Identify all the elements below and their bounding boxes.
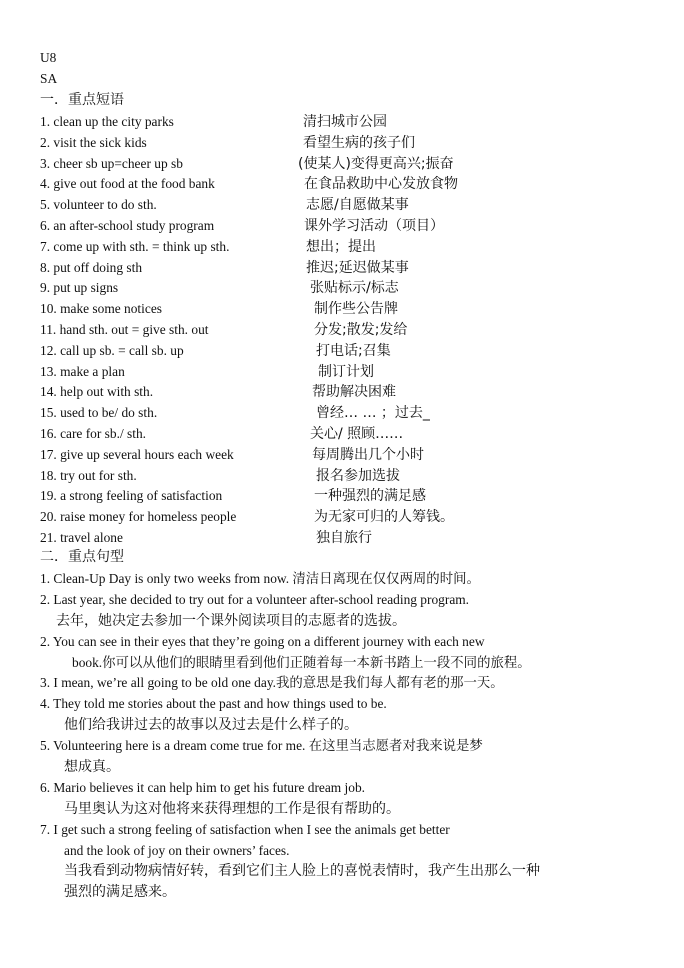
sentence-line: 马里奥认为这对他将来获得理想的工作是很有帮助的。 bbox=[64, 800, 400, 817]
phrase-en: 2. visit the sick kids bbox=[40, 134, 147, 150]
phrase-cn: 分发;散发;发给 bbox=[314, 322, 408, 338]
phrase-cn: 张贴标示/标志 bbox=[310, 280, 399, 297]
phrase-cn: 制作些公告牌 bbox=[314, 301, 398, 318]
sentence-line: and the look of joy on their owners’ faces. bbox=[64, 842, 290, 858]
sentence-line: 4. They told me stories about the past and how things used to be. bbox=[40, 696, 387, 711]
phrase-row bbox=[40, 341, 640, 361]
phrase-cn: 每周腾出几个小时 bbox=[312, 446, 424, 463]
sentence-item bbox=[40, 736, 640, 777]
sentence-item bbox=[40, 694, 640, 735]
sentence-line: 6. Mario believes it can help him to get his future dream job. bbox=[40, 780, 366, 795]
phrase-row bbox=[40, 486, 640, 506]
phrase-cn: 一种强烈的满足感 bbox=[314, 488, 426, 505]
unit-label: U8 bbox=[40, 50, 57, 65]
phrase-row bbox=[40, 382, 640, 402]
phrase-row bbox=[40, 424, 640, 444]
phrase-en: 10. make some notices bbox=[40, 301, 162, 317]
sentence-item bbox=[40, 632, 640, 673]
phrase-en: 17. give up several hours each week bbox=[40, 446, 234, 462]
phrase-en: 6. an after-school study program bbox=[40, 218, 215, 233]
phrase-row bbox=[40, 237, 640, 257]
sentence-line: book.你可以从他们的眼睛里看到他们正随着每一本新书踏上一段不同的旅程。 bbox=[72, 654, 531, 670]
phrase-cn: 推迟;延迟做某事 bbox=[306, 259, 409, 276]
phrase-en: 4. give out food at the food bank bbox=[40, 176, 215, 192]
phrase-row bbox=[40, 528, 640, 548]
sentence-line: 他们给我讲过去的故事以及过去是什么样子的。 bbox=[64, 716, 358, 733]
phrase-en: 15. used to be/ do sth. bbox=[40, 405, 158, 421]
phrase-cn: 独自旅行 bbox=[316, 530, 372, 546]
phrase-row bbox=[40, 154, 640, 174]
sentence-item bbox=[40, 820, 640, 902]
phrase-en: 21. travel alone bbox=[40, 530, 123, 545]
phrase-row bbox=[40, 507, 640, 527]
phrase-en: 19. a strong feeling of satisfaction bbox=[40, 488, 223, 504]
sentence-line: 5. Volunteering here is a dream come true for me. 在这里当志愿者对我来说是梦 bbox=[40, 738, 483, 753]
sentence-line: 当我看到动物病情好转，看到它们主人脸上的喜悦表情时，我产生出那么一种 bbox=[64, 863, 540, 879]
phrase-row bbox=[40, 320, 640, 340]
sentence-line: 7. I get such a strong feeling of satisfaction when I see the animals get better bbox=[40, 822, 450, 837]
sentence-line: 想成真。 bbox=[64, 758, 120, 775]
phrase-en: 13. make a plan bbox=[40, 363, 125, 379]
phrase-cn: 在食品救助中心发放食物 bbox=[304, 176, 458, 193]
phrase-cn: 志愿/自愿做某事 bbox=[306, 197, 409, 214]
phrases-heading: 一．重点短语 bbox=[40, 92, 124, 108]
sentence-line: 去年，她决定去参加一个课外阅读项目的志愿者的选拔。 bbox=[56, 612, 406, 629]
sentence-line: 2. Last year, she decided to try out for a volunteer after-school reading program. bbox=[40, 592, 470, 607]
sentence-item bbox=[40, 673, 640, 694]
phrase-row bbox=[40, 258, 640, 278]
sentence-line: 3. I mean, we’re all going to be old one day.我的意思是我们每人都有老的那一天。 bbox=[40, 675, 504, 690]
phrase-row bbox=[40, 133, 640, 153]
phrase-en: 12. call up sb. = call sb. up bbox=[40, 342, 184, 358]
phrase-cn: 课外学习活动（项目） bbox=[304, 218, 444, 234]
phrase-en: 18. try out for sth. bbox=[40, 467, 137, 483]
sentence-line: 2. You can see in their eyes that they’re going on a different journey with each new bbox=[40, 634, 485, 649]
phrase-en: 1. clean up the city parks bbox=[40, 114, 174, 129]
phrase-cn: 帮助解决困难 bbox=[312, 384, 396, 401]
phrase-en: 20. raise money for homeless people bbox=[40, 509, 237, 525]
phrase-cn: 曾经… … ；过去_ bbox=[316, 405, 430, 422]
phrase-en: 5. volunteer to do sth. bbox=[40, 197, 157, 213]
phrase-row bbox=[40, 362, 640, 382]
phrase-row bbox=[40, 466, 640, 486]
phrase-cn: 清扫城市公园 bbox=[303, 114, 387, 130]
phrase-row bbox=[40, 174, 640, 194]
sentences-heading: 二．重点句型 bbox=[40, 549, 124, 565]
sentence-line: 1. Clean-Up Day is only two weeks from now. 清洁日离现在仅仅两周的时间。 bbox=[40, 571, 480, 586]
phrase-cn: 想出；提出 bbox=[306, 238, 376, 255]
phrase-cn: 制订计划 bbox=[318, 363, 374, 380]
sentence-item bbox=[40, 569, 640, 590]
phrase-row bbox=[40, 112, 640, 132]
phrase-en: 11. hand sth. out = give sth. out bbox=[40, 322, 209, 337]
sentence-item bbox=[40, 778, 640, 819]
phrase-row bbox=[40, 299, 640, 319]
phrase-row bbox=[40, 445, 640, 465]
phrase-en: 14. help out with sth. bbox=[40, 384, 154, 400]
phrase-en: 9. put up signs bbox=[40, 280, 119, 296]
phrase-cn: 关心/ 照顾…… bbox=[310, 426, 404, 442]
phrase-row bbox=[40, 195, 640, 215]
phrase-cn: (使某人)变得更高兴;振奋 bbox=[298, 155, 454, 172]
phrase-row bbox=[40, 403, 640, 423]
phrase-en: 7. come up with sth. = think up sth. bbox=[40, 238, 230, 254]
phrase-cn: 看望生病的孩子们 bbox=[303, 134, 415, 151]
phrase-cn: 打电话;召集 bbox=[316, 342, 391, 359]
sentence-item bbox=[40, 590, 640, 631]
phrase-cn: 报名参加选拔 bbox=[316, 467, 400, 484]
phrase-row bbox=[40, 278, 640, 298]
section-label: SA bbox=[40, 71, 58, 86]
phrase-en: 3. cheer sb up=cheer up sb bbox=[40, 155, 183, 171]
phrase-en: 8. put off doing sth bbox=[40, 259, 143, 275]
phrase-en: 16. care for sb./ sth. bbox=[40, 426, 146, 441]
sentence-line: 强烈的满足感来。 bbox=[64, 883, 176, 900]
phrase-row bbox=[40, 216, 640, 236]
phrase-cn: 为无家可归的人筹钱。 bbox=[314, 509, 454, 526]
